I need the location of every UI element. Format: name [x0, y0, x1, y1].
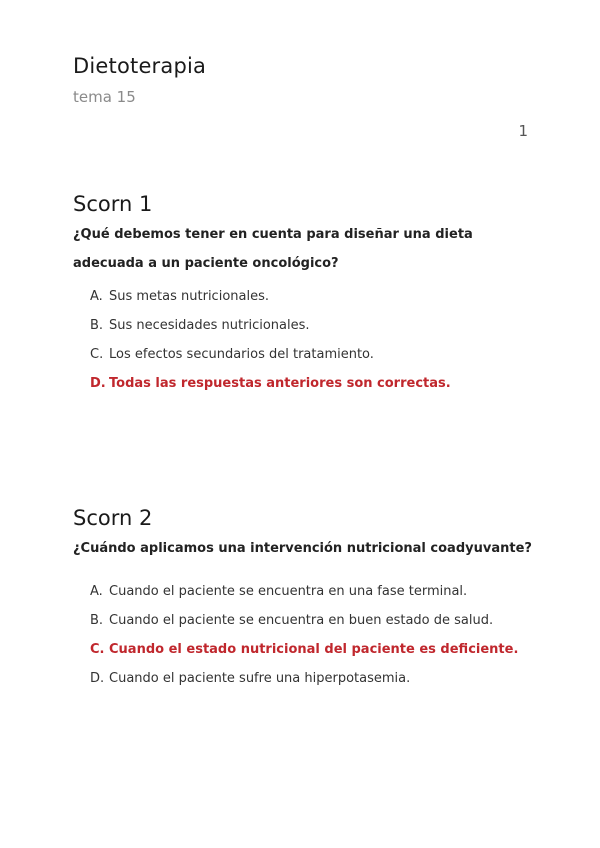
answer-option-a	[90, 577, 533, 606]
option-letter: B.	[90, 613, 104, 628]
option-text: Cuando el estado nutricional del paciente es deficiente.	[109, 642, 519, 657]
answer-option-c	[90, 340, 533, 369]
question-text: ¿Qué debemos tener en cuenta para diseñar una dieta adecuada a un paciente oncológico?	[73, 227, 473, 271]
document-subtitle: tema 15	[73, 88, 136, 106]
answer-options	[73, 577, 533, 693]
question-text: ¿Cuándo aplicamos una intervención nutricional coadyuvante?	[73, 541, 532, 556]
document-title: Dietoterapia	[73, 54, 207, 78]
option-letter: D.	[90, 376, 106, 391]
option-letter: D.	[90, 671, 105, 686]
option-letter: C.	[90, 347, 104, 362]
option-letter: B.	[90, 318, 104, 333]
option-letter: C.	[90, 642, 105, 657]
option-text: Todas las respuestas anteriores son correctas.	[109, 376, 451, 391]
option-text: Sus metas nutricionales.	[109, 289, 269, 304]
answer-option-a	[90, 282, 533, 311]
answer-option-b	[90, 311, 533, 340]
answer-option-d-correct	[90, 369, 533, 398]
section-title: Scorn 1	[73, 192, 153, 216]
quiz-section-1	[73, 190, 533, 398]
answer-option-b	[90, 606, 533, 635]
answer-option-d	[90, 664, 533, 693]
answer-option-c-correct	[90, 635, 533, 664]
option-text: Cuando el paciente se encuentra en buen estado de salud.	[109, 613, 494, 628]
answer-options	[73, 282, 533, 398]
option-text: Cuando el paciente sufre una hiperpotasemia.	[109, 671, 411, 686]
page-number: 1	[518, 122, 528, 140]
option-text: Los efectos secundarios del tratamiento.	[109, 347, 374, 362]
option-letter: A.	[90, 584, 103, 599]
option-letter: A.	[90, 289, 103, 304]
quiz-section-2	[73, 504, 533, 693]
option-text: Cuando el paciente se encuentra en una fase terminal.	[109, 584, 468, 599]
section-title: Scorn 2	[73, 506, 153, 530]
option-text: Sus necesidades nutricionales.	[109, 318, 310, 333]
